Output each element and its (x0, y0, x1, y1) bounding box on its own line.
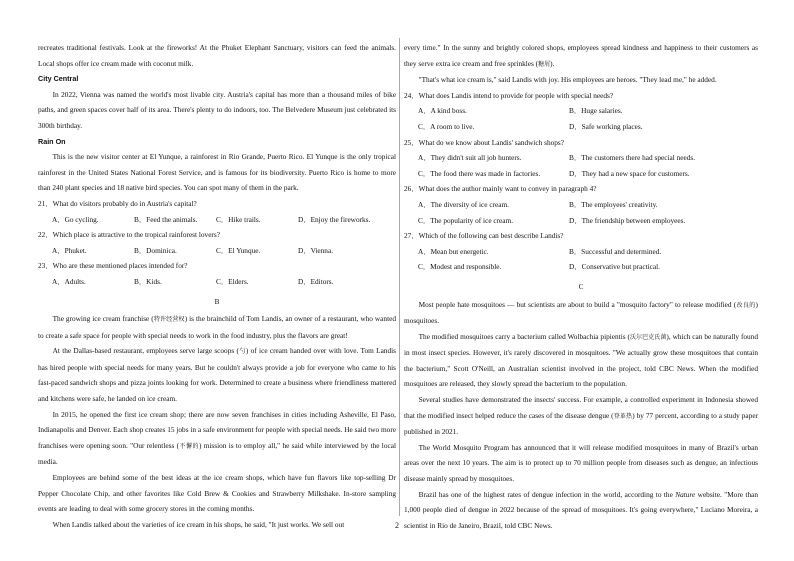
question-25 (404, 135, 758, 182)
option-b: B．Successful and determined. (569, 246, 662, 256)
option-b: B．Kids. (134, 276, 162, 286)
option-a: A．Adults. (52, 276, 86, 286)
option-d: D．Editors. (298, 276, 334, 286)
intro-paragraph: recreates traditional festivals. Look at the fireworks! At the Phuket Elephant Sanctuary, visitors can feed the animals. Local shops offer ice cream made with coconut milk. (38, 43, 396, 68)
c-paragraph-2: The modified mosquitoes carry a bacterium called Wolbachia pipientis (沃尔巴克氏菌), which can be naturally found in most insect species. However, it's rarely discovered in mosquitoes. "We actually grow these mosquitoes that contain the bacterium," Scott O'Neill, an Australian scientist involved in the project, told CBC News. When the modified mosquitoes are released, they slowly spread the bacterium to the population. (404, 331, 758, 389)
option-a: A．The diversity of ice cream. (418, 199, 509, 209)
page-number: 2 (395, 521, 399, 530)
question-stem: 25．What do we know about Landis' sandwich shops? (404, 137, 564, 147)
option-a: A．Mean but energetic. (418, 246, 489, 256)
question-stem: 27．Which of the following can best describe Landis? (404, 231, 564, 241)
left-column (38, 40, 396, 532)
option-d: D．Conservative but practical. (569, 262, 660, 272)
option-b: B．Dominica. (134, 245, 177, 255)
question-22 (38, 227, 396, 258)
b-paragraph-1: The growing ice cream franchise (特许经营权) is the brainchild of Tom Landis, an owner of a restaurant, who wanted to create a safe space for people with special needs to work in the food industry, plus the flavors are great! (38, 314, 396, 340)
question-24 (404, 88, 758, 135)
option-b: B．The customers there had special needs. (569, 153, 696, 163)
option-d: D．Vienna. (298, 245, 334, 255)
option-a: A．Go cycling. (52, 214, 99, 224)
section-c-heading: C (578, 281, 584, 291)
b-continuation: every time." In the sunny and brightly colored shops, employees spread kindness and happiness to their customers as they serve extra ice cream and free sprinkles (糖屑). (404, 43, 758, 68)
question-21 (38, 196, 396, 227)
c-paragraph-3: Several studies have demonstrated the insects' success. For example, a controlled experiment in Indonesia showed that the modified insect helped reduce the cases of the disease dengue (登革热) by 77 percent, according to a study paper published in 2021. (404, 395, 758, 437)
option-d: D．The friendship between employees. (569, 215, 686, 225)
column-divider (399, 38, 400, 516)
question-stem: 21．What do visitors probably do in Austria's capital? (38, 198, 197, 208)
option-c: C．Elders. (216, 276, 249, 286)
question-26 (404, 181, 758, 228)
option-d: D．They had a new space for customers. (569, 168, 690, 178)
city-central-text: In 2022, Vienna was named the world's most livable city. Austria's capital has more than a thousand miles of bike paths, and green spaces cover half of its area. There's plenty to do indoors, too. The Belvedere Museum just celebrated its 300th birthday. (38, 89, 396, 130)
option-c: C．A room to live. (418, 121, 475, 131)
question-27 (404, 228, 758, 275)
question-stem: 22．Which place is attractive to the tropical rainforest lovers? (38, 230, 220, 240)
option-a: A．Phuket. (52, 245, 87, 255)
option-b: B．The employees' creativity. (569, 199, 658, 209)
option-b: B．Huge salaries. (569, 106, 623, 116)
rain-on-text: This is the new visitor center at El Yunque, a rainforest in Rio Grande, Puerto Rico. El Yunque is the only tropical rainforest in the United States National Forest Service, and is famous for its biodiversity. Puerto Rico is home to more than 240 plant species and 18 native bird species. You can spot many of them in the park. (38, 152, 396, 193)
right-column (404, 40, 758, 533)
quote-paragraph: "That's what ice cream is," said Landis with joy. His employees are heroes. "They lead me," he added. (418, 75, 717, 85)
option-c: C．Hike trails. (216, 214, 261, 224)
c-paragraph-1: Most people hate mosquitoes — but scientists are about to build a "mosquito factory" to release modified (改良的) mosquitoes. (404, 299, 758, 326)
rain-on-heading: Rain On (38, 136, 66, 146)
city-central-heading: City Central (38, 74, 79, 84)
b-paragraph-5: When Landis talked about the varieties of ice cream in his shops, he said, "It just works. We sell out (52, 519, 345, 529)
b-paragraph-2: At the Dallas-based restaurant, employees serve large scoops (勺) of ice cream handed over with love. Tom Landis has hired people with special needs for many years. But he couldn't always provide a job for everyone who came to his fast-paced sandwich shops and pizza joints looking for work. Determined to create a business where friendliness mattered and kitchens were safe, he landed on ice cream. (38, 346, 396, 404)
option-a: A．They didn't suit all job hunters. (418, 153, 522, 163)
section-b-heading: B (214, 296, 220, 306)
c-paragraph-4: The World Mosquito Program has announced that it will release modified mosquitoes in many of Brazil's urban areas over the next 10 years. The aim is to protect up to 70 million people from diseases such as dengue, an infectious disease mainly spread by mosquitoes. (404, 442, 758, 484)
option-c: C．Modest and responsible. (418, 262, 502, 272)
question-23 (38, 258, 396, 289)
b-paragraph-4: Employees are behind some of the best ideas at the ice cream shops, which have fun flavors like top-selling Dr Pepper Chocolate Chip, and other favorites like Cold Brew & Cookies and Strawberry Milkshake. In-store sampling events are leading to deal with some grocery stores in the coming months. (38, 473, 396, 514)
option-a: A．A kind boss. (418, 106, 467, 116)
c-paragraph-5: Brazil has one of the highest rates of dengue infection in the world, according to the Nature website. "More than 1,000 people died of dengue in 2022 because of the spread of mosquitoes. It's going everywhere," Luciano Moreira, a scientist in Rio de Janeiro, Brazil, told CBC News. (404, 489, 758, 530)
option-c: C．The food there was made in factories. (418, 168, 541, 178)
option-d: D．Enjoy the fireworks. (298, 214, 371, 224)
question-stem: 24．What does Landis intend to provide for people with special needs? (404, 90, 614, 100)
option-c: C．El Yunque. (216, 245, 261, 255)
option-d: D．Safe working places. (569, 121, 643, 131)
question-stem: 23．Who are these mentioned places intended for? (38, 261, 188, 271)
option-b: B．Feed the animals. (134, 214, 198, 224)
b-paragraph-3: In 2015, he opened the first ice cream shop; there are now seven franchises in cities including Asheville, El Paso, Indianapolis and Denver. Each shop creates 15 jobs in a safe environment for people with special needs. He said two more franchises were opening soon. "Our relentless (不懈的) mission is to employ all," he said while interviewed by the local media. (38, 409, 396, 467)
question-stem: 26．What does the author mainly want to convey in paragraph 4? (404, 184, 597, 194)
option-c: C．The popularity of ice cream. (418, 215, 514, 225)
